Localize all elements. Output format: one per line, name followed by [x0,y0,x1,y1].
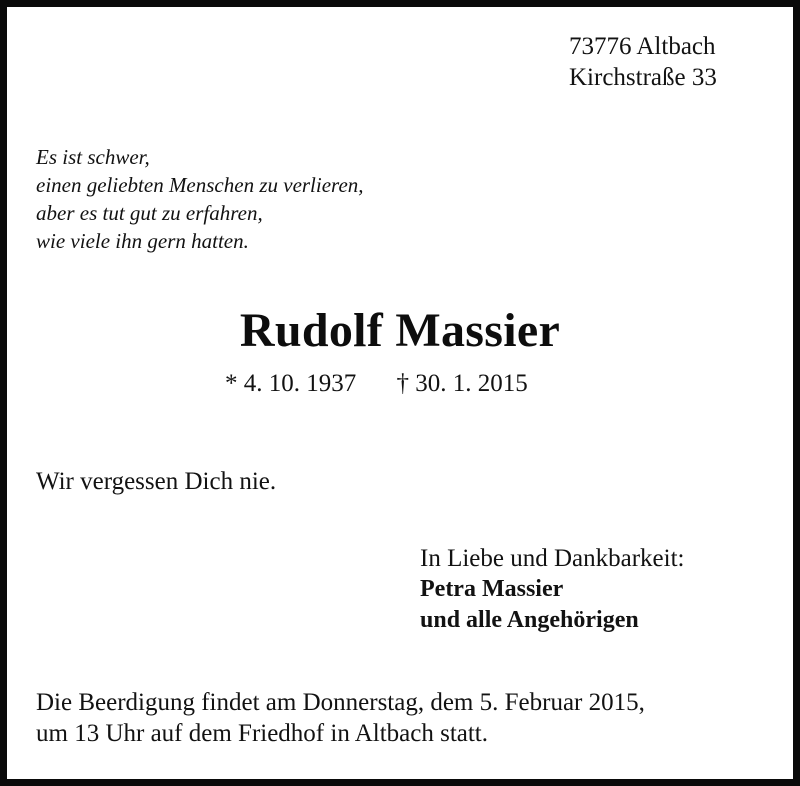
quote-line: aber es tut gut zu erfahren, [36,201,263,225]
family-name: Petra Massier [420,576,564,602]
address-block [569,31,717,93]
funeral-line: um 13 Uhr auf dem Friedhof in Altbach statt. [36,720,489,747]
funeral-info [36,687,645,749]
address-street: Kirchstraße 33 [569,64,717,91]
quote-line: einen geliebten Menschen zu verlieren, [36,173,364,197]
deceased-name: Rudolf Massier [239,304,561,357]
signoff-intro: In Liebe und Dankbarkeit: [420,545,685,572]
signoff-block [420,543,685,636]
birth-date: * 4. 10. 1937 [225,370,357,397]
death-date: † 30. 1. 2015 [396,370,528,397]
quote-block [36,143,364,255]
family-relatives: und alle Angehörigen [420,607,639,633]
address-city: 73776 Altbach [569,33,716,60]
motto-text: Wir vergessen Dich nie. [36,468,277,495]
quote-line: Es ist schwer, [36,145,150,169]
quote-line: wie viele ihn gern hatten. [36,229,249,253]
funeral-line: Die Beerdigung findet am Donnerstag, dem 5. Februar 2015, [36,689,645,716]
life-dates [225,368,528,400]
